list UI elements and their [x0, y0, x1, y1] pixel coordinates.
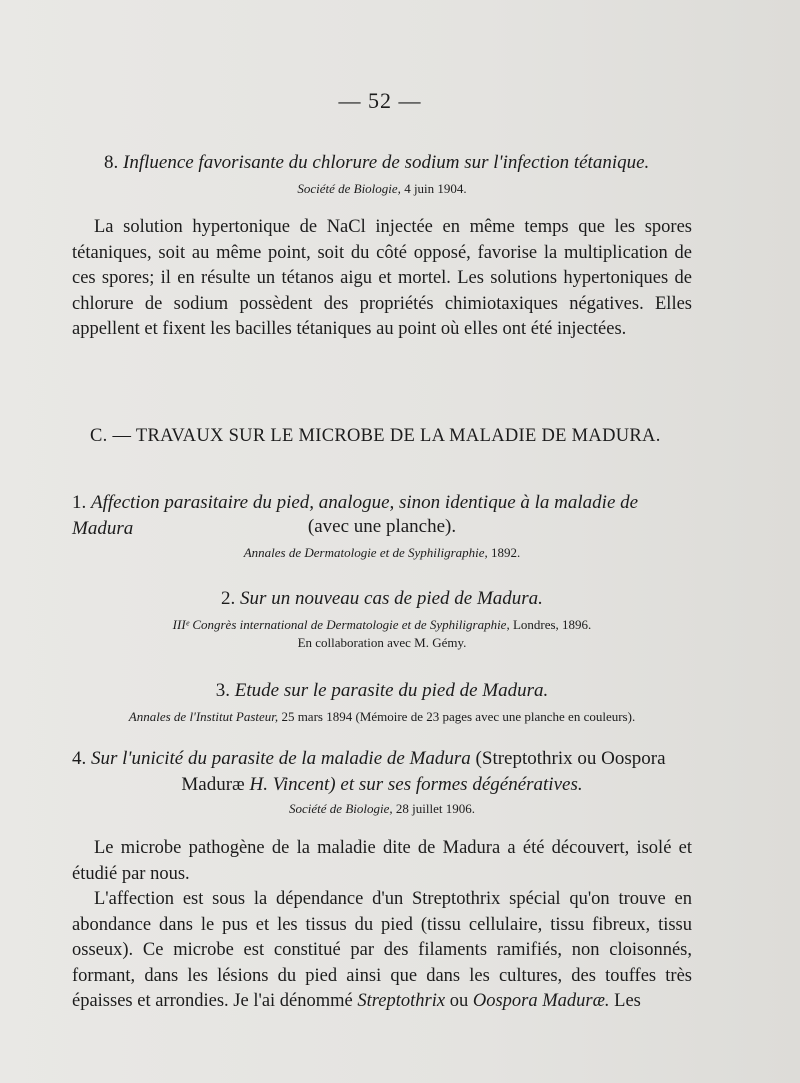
- item-8-number: 8.: [104, 152, 119, 173]
- item-3-number: 3.: [215, 680, 231, 701]
- item-4-conjunction: ou: [449, 991, 469, 1011]
- item-3-heading: [72, 678, 692, 704]
- item-4-term-streptothrix: Streptothrix: [357, 991, 446, 1011]
- item-3-source-journal: Annales de l'Institut Pasteur,: [128, 709, 279, 724]
- item-1-subtitle: (avec une planche).: [307, 516, 457, 537]
- item-8-source-journal: Société de Biologie,: [297, 181, 401, 196]
- item-1-source-journal: Annales de Dermatologie et de Syphiligraphie,: [243, 545, 488, 560]
- item-8-text: La solution hypertonique de NaCl injectée en même temps que les spores tétaniques, soit au même point, soit du côté opposé, favorise la multiplication de ces spores; il en résulte un tétanos aigu et mortel. Les solutions hypertoniques de chlorure de sodium possèdent des propriétés chimiotaxiques négatives. Elles appellent et fixent les bacilles tétaniques au point où elles ont été injectées.: [72, 217, 692, 339]
- item-2-collab: En collaboration avec M. Gémy.: [297, 635, 467, 650]
- item-4-heading-line-1: [72, 746, 696, 772]
- item-8-source: [72, 180, 692, 198]
- item-4-paragraph-2-text: L'affection est sous la dépendance d'un Streptothrix spécial qu'on trouve en abondance dans le pus et les tissus du pied (tissu cellulaire, tissu fibreux, tissu osseux). Ce microbe est constitué par des filaments ramifiés, non cloisonnés, formant, dans les lésions du pied ainsi que dans les cultures, des touffes très épaisses et arrondies. Je l'ai dénommé: [72, 889, 692, 1011]
- item-2-heading: [72, 586, 692, 612]
- item-4-number: 4.: [72, 748, 87, 769]
- item-4-term-oospora: Oospora Maduræ.: [472, 991, 610, 1011]
- item-3-source: [72, 708, 692, 726]
- item-8-title: Influence favorisante du chlorure de sodium sur l'infection tétanique.: [123, 152, 650, 173]
- item-2-title: Sur un nouveau cas de pied de Madura.: [240, 588, 543, 609]
- page-number: — 52 —: [338, 88, 422, 113]
- item-4-title-c: Maduræ: [181, 774, 245, 795]
- section-c-title: C. — TRAVAUX SUR LE MICROBE DE LA MALADIE DE MADURA.: [90, 426, 661, 446]
- item-4-paragraph-2: [72, 887, 692, 1015]
- item-4-heading-line-2: [72, 772, 692, 798]
- item-4-paragraph-2-end: Les: [614, 991, 641, 1011]
- item-1-source-date: 1892.: [491, 545, 521, 560]
- item-4-title-d: H. Vincent) et sur ses formes dégénératives.: [249, 774, 583, 795]
- item-1-number: 1.: [72, 492, 87, 513]
- item-1-source: [72, 544, 692, 562]
- item-3-source-date: 25 mars 1894 (Mémoire de 23 pages avec une planche en couleurs).: [281, 709, 636, 724]
- item-4-paragraph-1: Le microbe pathogène de la maladie dite de Madura a été découvert, isolé et étudié par nous.: [72, 838, 692, 884]
- item-4-source-date: 28 juillet 1906.: [395, 801, 475, 816]
- item-1-title: Affection parasitaire du pied, analogue, sinon identique à la maladie de Madura: [72, 492, 639, 539]
- item-8-heading: [104, 150, 704, 176]
- item-4-title-b: (Streptothrix ou Oospora: [475, 748, 666, 769]
- item-8-source-date: 4 juin 1904.: [404, 181, 467, 196]
- item-4-source: [72, 800, 692, 818]
- item-4-title-a: Sur l'unicité du parasite de la maladie de Madura: [91, 748, 471, 769]
- item-2-source-journal: IIIᵉ Congrès international de Dermatologie et de Syphiligraphie,: [172, 617, 510, 632]
- item-2-number: 2.: [221, 588, 236, 609]
- item-3-title: Etude sur le parasite du pied de Madura.: [234, 680, 549, 701]
- item-4-source-journal: Société de Biologie,: [289, 801, 393, 816]
- item-2-source: [72, 616, 692, 634]
- item-2-source-date: Londres, 1896.: [512, 617, 592, 632]
